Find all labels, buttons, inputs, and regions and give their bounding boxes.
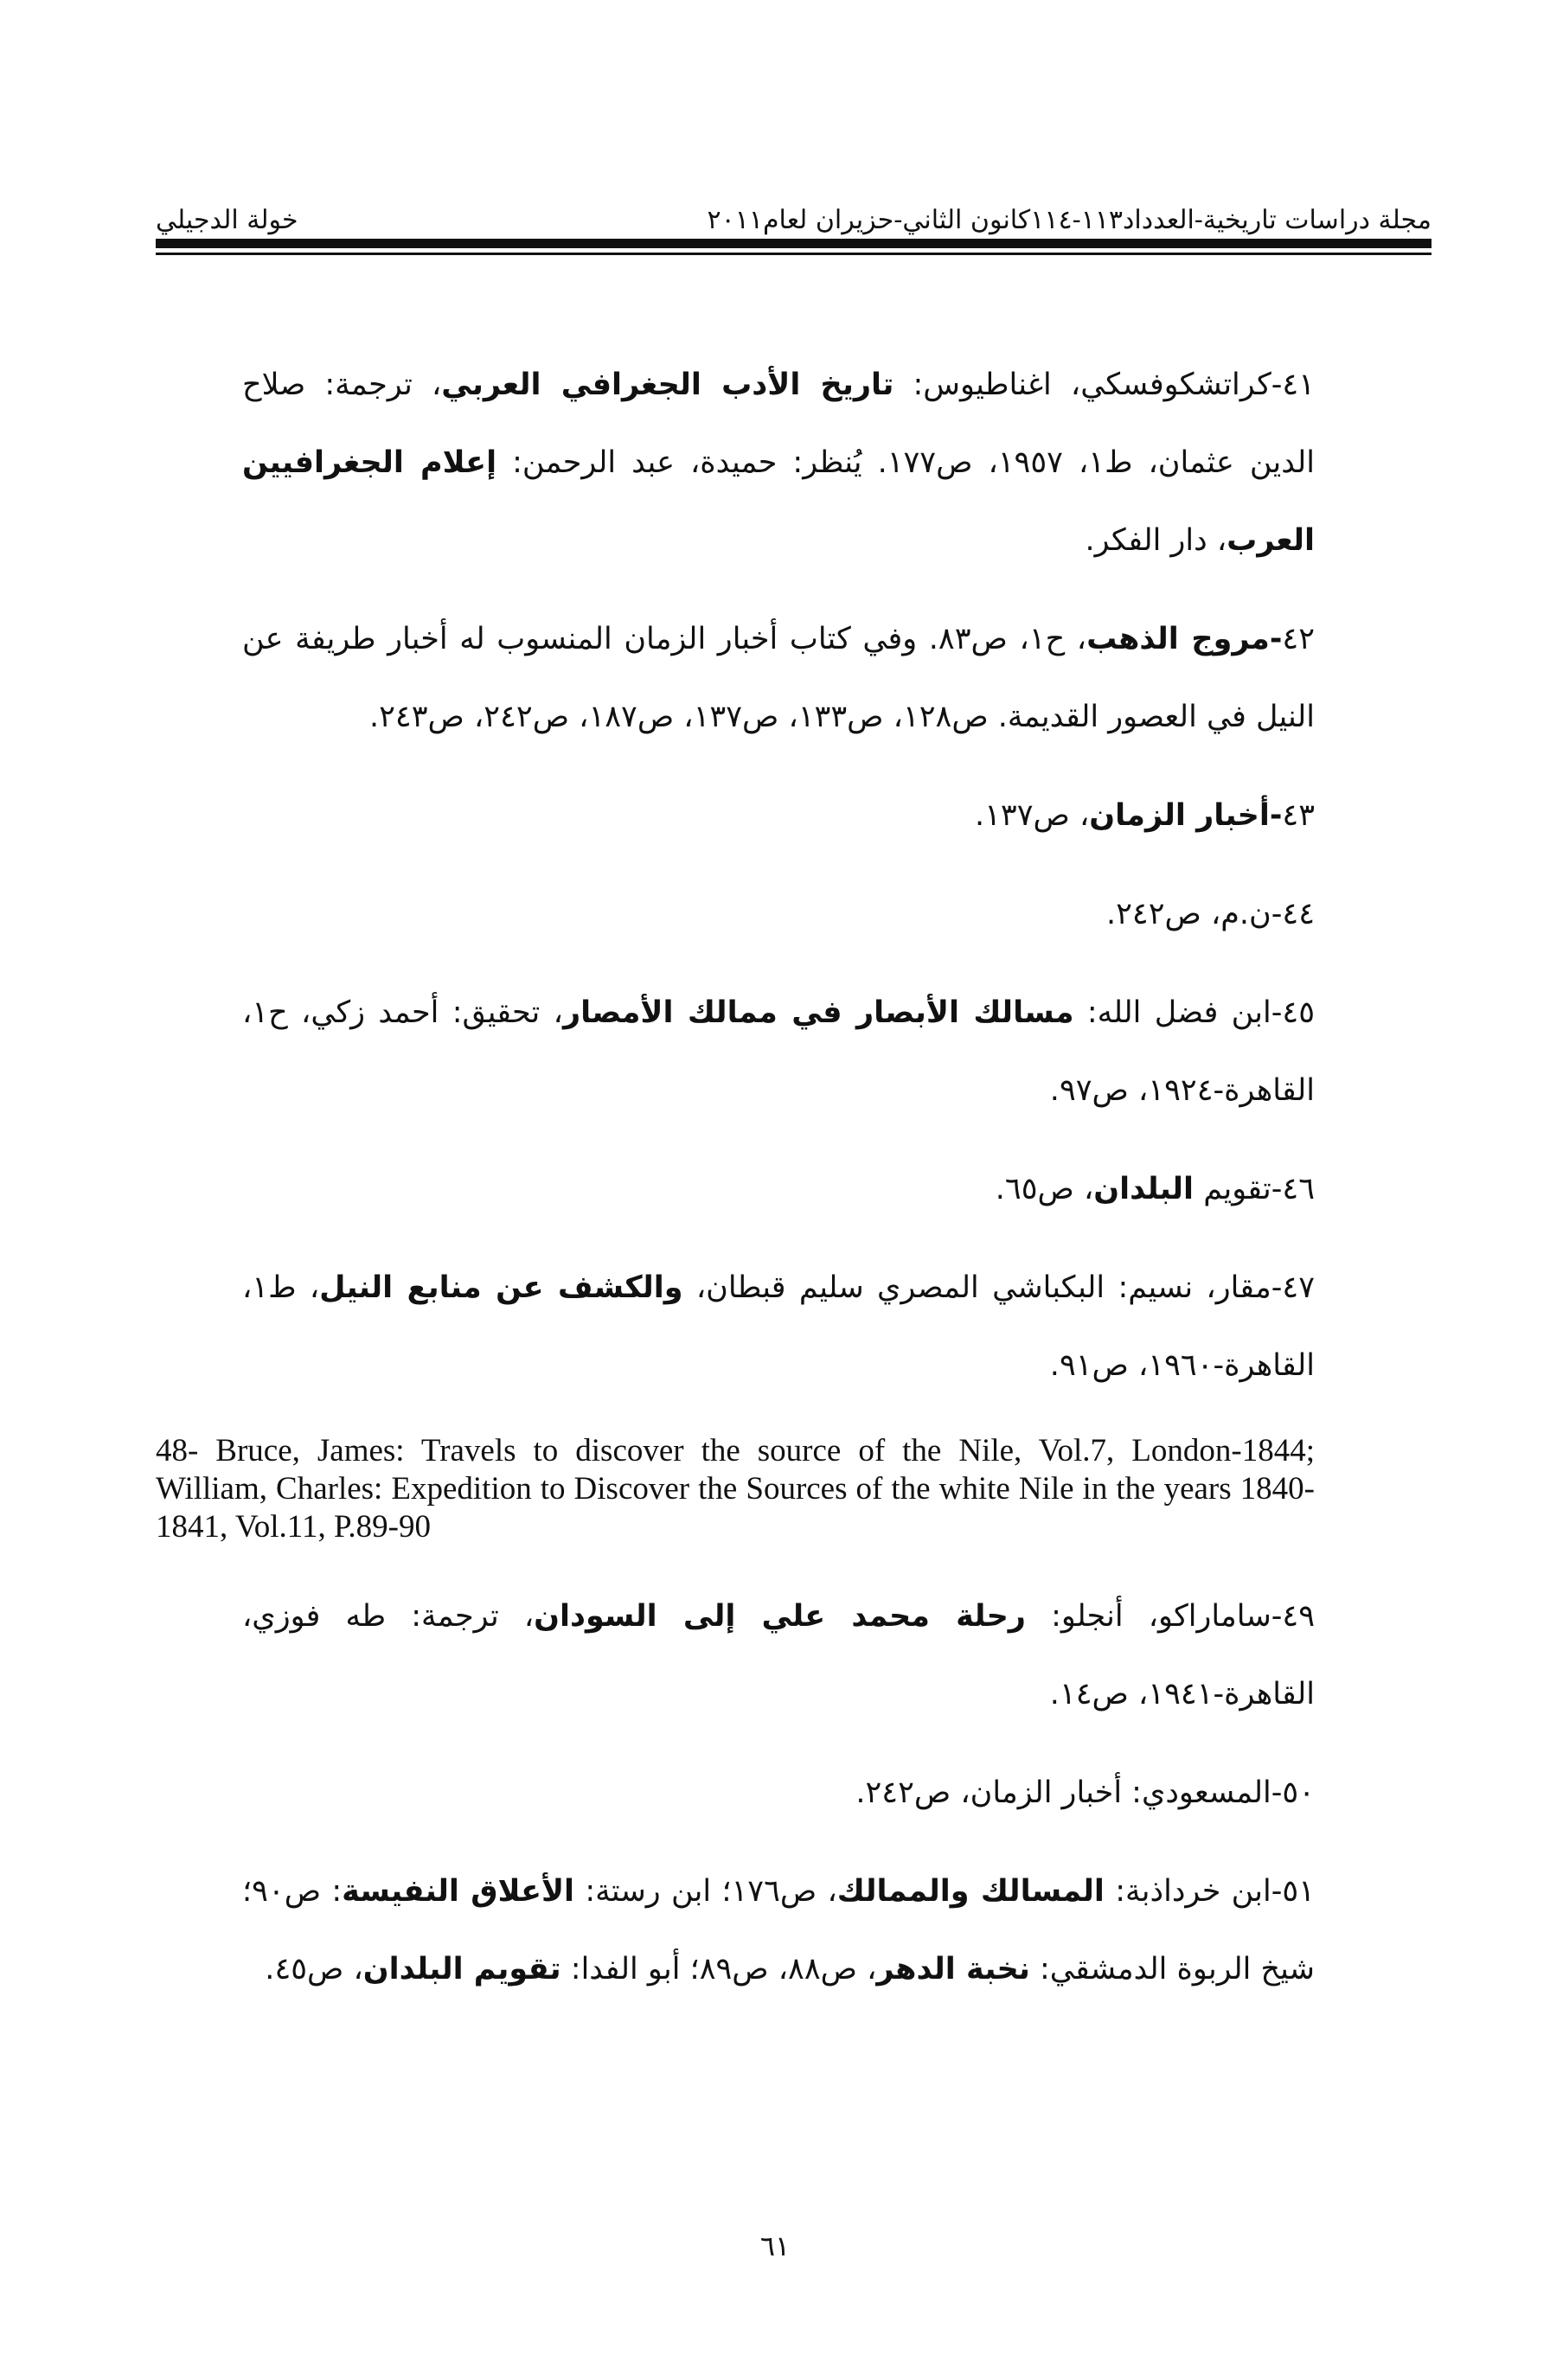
footnote-text: : ص٩٠؛ شيخ الربوة الدمشقي: [242,1874,1315,1987]
footnote-title: والكشف عن منابع النيل [319,1270,683,1305]
footnote-title: تاريخ الأدب الجغرافي العربي [441,368,894,402]
spacer [242,579,1315,600]
footnote-number: ٤٥ [1282,995,1315,1030]
footnote-text: ، ص٨٨، ص٨٩؛ أبو الفدا: [560,1952,877,1987]
footnote-3 [242,875,1315,953]
footnote-text: -ابن فضل الله: [1073,995,1283,1030]
footnote-title: مسالك الأبصار في ممالك الأمصار [562,995,1074,1030]
footnote-text: ، ط١، القاهرة-١٩٦٠، ص٩١. [242,1270,1315,1383]
spacer [242,1832,1315,1852]
footnote-number: ٤٦ [1282,1172,1315,1206]
footnote-title: الأعلاق النفيسة [342,1874,575,1909]
footnote-48-english: 48- Bruce, James: Travels to discover the source of the Nile, Vol.7, London-1844; William, Charles: Expedition to Discover the Sources of the white Nile in the years 1840-1841, Vol.11, P.89-90 [156,1433,1315,1545]
footnote-text: -مقار، نسيم: البكباشي المصري سليم قبطان، [682,1270,1283,1305]
footnote-title: رحلة محمد علي إلى السودان [534,1599,1026,1634]
footnote-text: ، ترجمة: صلاح الدين عثمان، ط١، ١٩٥٧، ص١٧٧. يُنظر: حميدة، عبد الرحمن: [242,368,1315,480]
footnote-text: -المسعودي: أخبار الزمان، ص٢٤٢. [855,1775,1283,1810]
footnote-number: ٤٧ [1282,1270,1315,1305]
footnote-5 [242,1150,1315,1228]
footnote-text: -ن.م، ص٢٤٢. [1105,897,1283,931]
footnote-text: ، ص١٧٦؛ ابن رستة: [574,1874,837,1909]
spacer [242,2008,1315,2029]
footnote-title: -أخبار الزمان [1089,798,1283,833]
footnote-6 [242,1249,1315,1404]
footnote-text: -ساماراكو، أنجلو: [1025,1599,1283,1634]
footnote-text: ، ص٦٥. [995,1172,1094,1206]
footnote-8 [242,1754,1315,1832]
footnote-number: ٤٤ [1282,897,1315,931]
footnotes [156,346,1316,2029]
page-number: ٦١ [759,2230,791,2262]
footnote-0 [242,346,1315,579]
footnote-4 [242,974,1315,1129]
footnote-number: ٤٩ [1282,1599,1316,1634]
header-rule-thick [156,239,1432,248]
footnote-text: -كراتشكوفسكي، اغناطيوس: [893,368,1283,402]
footnote-1 [242,600,1315,756]
footnote-number: ٤٢ [1282,622,1315,656]
journal-title: مجلة دراسات تاريخية-العدداد١١٣-١١٤كانون الثاني-حزيران لعام٢٠١١ [707,205,1432,235]
footnote-text: -ابن خرداذبة: [1104,1874,1283,1909]
footnote-number: ٥٠ [1282,1775,1315,1810]
spacer [242,1404,1315,1425]
spacer [242,1228,1315,1249]
footnote-title: المسالك والممالك [836,1874,1105,1909]
header-rule-thin [156,253,1432,255]
footnote-text: -تقويم [1194,1172,1283,1206]
footnote-title: تقويم البلدان [362,1952,561,1987]
footnote-title: -مروج الذهب [1086,622,1283,656]
footnote-text: ، دار الفكر. [1085,523,1227,558]
footnote-text: ، ص١٣٧. [974,798,1090,833]
author-name: خولة الدجيلي [156,205,298,235]
footnote-text: ، ترجمة: طه فوزي، القاهرة-١٩٤١، ص١٤. [242,1599,1315,1711]
running-header [156,192,1432,234]
spacer [242,953,1315,974]
footnote-text: ، تحقيق: أحمد زكي، ح١، القاهرة-١٩٢٤، ص٩٧. [242,995,1315,1108]
spacer [242,756,1315,777]
footnote-title: إعلام الجغرافيين العرب [242,445,1315,558]
spacer [242,854,1315,875]
footnote-9 [242,1852,1315,2008]
spacer [242,1733,1315,1754]
footnote-title: البلدان [1093,1172,1195,1206]
footnote-title: نخبة الدهر [876,1952,1030,1987]
footnote-7 [242,1577,1315,1733]
footnote-text: ، ح١، ص٨٣. وفي كتاب أخبار الزمان المنسوب له أخبار طريفة عن النيل في العصور القديمة. ص١٢٨، ص١٣٣، ص١٣٧، ص١٨٧، ص٢٤٢، ص٢٤٣. [242,622,1315,734]
footnote-number: ٤١ [1282,368,1315,402]
spacer [242,1129,1315,1150]
footnote-number: ٥١ [1282,1874,1315,1909]
footnote-2 [242,777,1315,854]
footnote-text: ، ص٤٥. [265,1952,363,1987]
footnote-number: ٤٣ [1282,798,1315,833]
